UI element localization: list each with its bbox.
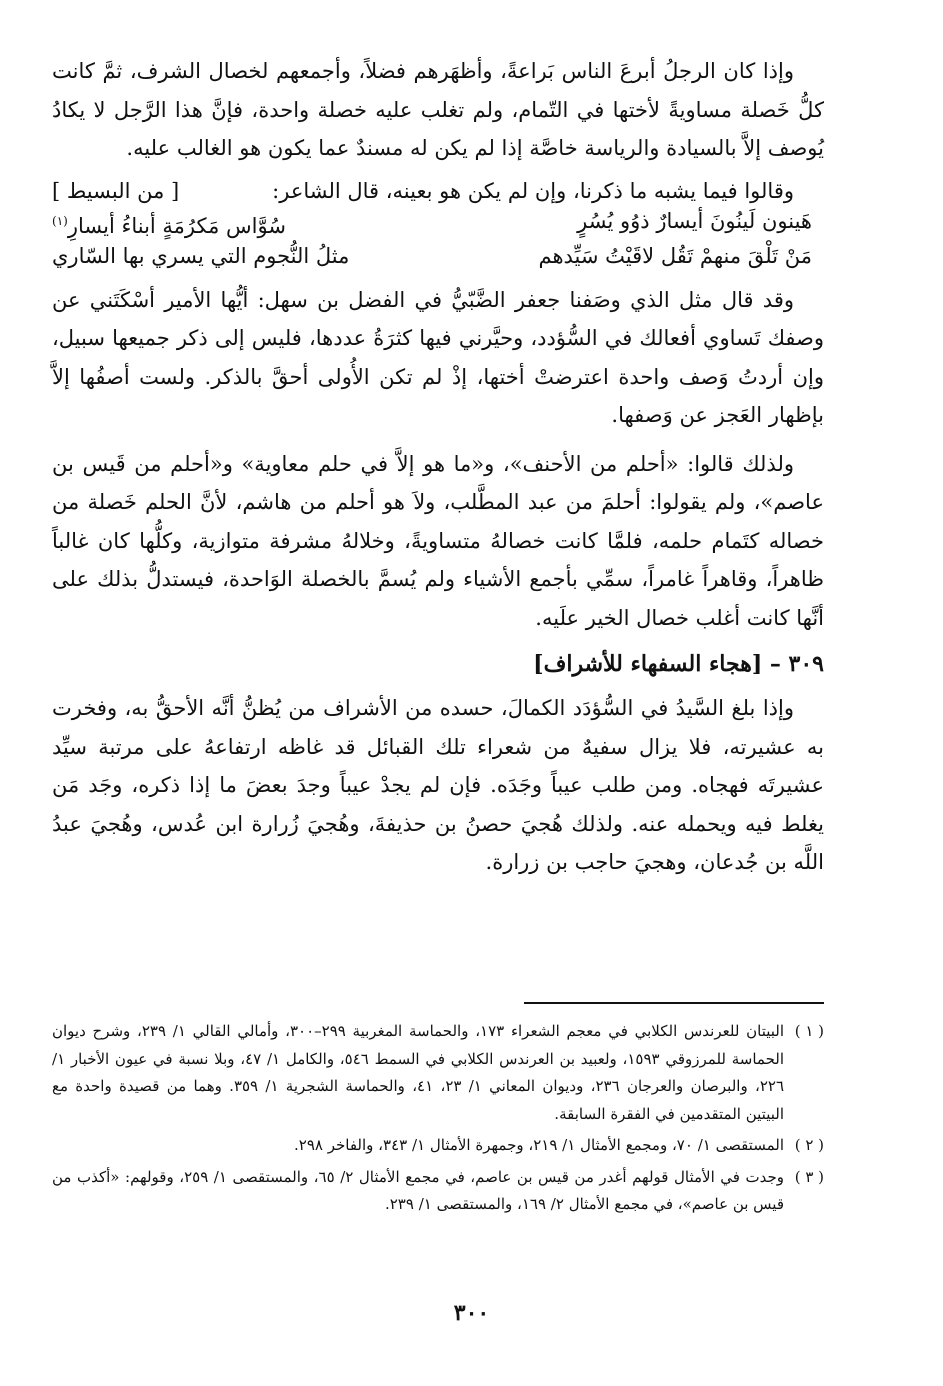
verse-1-hemistich-b xyxy=(52,206,286,241)
verse-1-hemistich-b-text: سُوَّاس مَكرُمَةٍ أبناءُ أيسارِ xyxy=(67,213,286,238)
paragraph-3: وقد قال مثل الذي وصَفنا جعفر الضَّبّيُّ في الفضل بن سهل: أيُّها الأمير أسْكَتَني عن وصفك تَساوي أفعالك في السُّؤدد، وحيَّرني فيها كثرَةُ عددها، فليس إلى ذكر جميعها سبيل، وإن أردتُ وَصف واحدة اعترضتْ أختها، إذْ لم تكن الأُولى أحقَّ بالذكر. ولست أصفُها إلاَّ بإظهار العَجز عن وَصفها. xyxy=(52,287,824,427)
footnote-2-text: المستقصى ١/ ٧٠، ومجمع الأمثال ١/ ٢١٩، وجمهرة الأمثال ١/ ٣٤٣، والفاخر ٢٩٨. xyxy=(293,1136,784,1154)
page-number: ٣٠٠ xyxy=(453,1300,490,1326)
footnote-2 xyxy=(52,1132,824,1160)
footnote-1-text: البيتان للعرندس الكلابي في معجم الشعراء ١٧٣، والحماسة المغربية ٢٩٩–٣٠٠، وأمالي القالي ١/ ٢٣٩، وشرح ديوان الحماسة للمرزوقي ١٥٩٣، ولعبيد بن العرندس الكلابي في السمط ٥٤٦، والكامل ١/ ٤٧، وبلا نسبة في عيون الأخبار ١/ ٢٢٦، والبرصان والعرجان ٢٣٦، وديوان المعاني ١/ ٢٣، ٤١، والحماسة الشجرية ١/ ٣٥٩. وهما من قصيدة واحدة مع البيتين المتقدمين في الفقرة السابقة. xyxy=(52,1022,785,1123)
paragraph-1: وإذا كان الرجلُ أبرعَ الناس بَراعةً، وأظهَرهم فضلاً، وأجمعهم لخصال الشرف، ثمَّ كانت كلُّ خَصلة مساويةً لأختها في التّمام، ولم تغلب عليه خصلة واحدة، فإنَّ هذا الرَّجل لا يكادُ يُوصف إلاَّ بالسيادة والرياسة خاصَّة إذا لم يكن له مسندٌ عما يكون هو الغالب عليه. xyxy=(52,59,824,160)
paragraph-4: ولذلك قالوا: «أحلم من الأحنف»، و«ما هو إلاَّ في حلم معاوية» و«أحلم من قَيس بن عاصم»، ولم يقولوا: أحلمَ من عبد المطَّلب، ولاَ هو أحلم من هاشم، لأنَّ الحلم خَصلة من خصاله كتَمام حلمه، فلمَّا كانت خصالهُ متساويةً، وخلالهُ مشرفة متوازية، وكلُّها كان غالباً ظاهراً، وقاهراً غامراً، سمِّي بأجمع الأشياء ولم يُسمَّ بالخصلة الوَاحدة، فيستدلُّ بذلك على أنَّها كانت أغلب خصال الخير علَيه. xyxy=(52,451,824,630)
footnote-1-number: ( ١ ) xyxy=(794,1022,824,1040)
footnote-1 xyxy=(52,1018,824,1128)
main-text xyxy=(52,52,824,882)
poem-intro xyxy=(52,176,824,206)
footnote-3-number: ( ٣ ) xyxy=(794,1167,824,1186)
poem-meter: [ من البسيط ] xyxy=(52,178,180,203)
footnote-3-text: وجدت في الأمثال قولهم أغدر من قيس بن عاصم، في مجمع الأمثال ٢/ ٦٥، والمستقصى ١/ ٢٥٩، وقولهم: «أكذب من قيس بن عاصم»، في مجمع الأمثال ٢/ ١٦٩، والمستقصى ١/ ٢٣٩. xyxy=(52,1167,785,1213)
footnote-ref-1[interactable]: (١) xyxy=(52,213,68,228)
verse-line-2 xyxy=(52,241,824,271)
verse-1-hemistich-a: هَينون لَينُونَ أيسارٌ ذوُو يُسُرٍ xyxy=(577,208,812,233)
verse-2-hemistich-a: مَنْ تَلْقَ منهمْ تَقُل لاقَيْتُ سَيِّدهم xyxy=(538,243,812,268)
poem-block xyxy=(52,176,824,271)
poem-intro-text: وقالوا فيما يشبه ما ذكرنا، وإن لم يكن هو بعينه، قال الشاعر: xyxy=(272,178,794,203)
paragraph-5: وإذا بلغ السَّيدُ في السُّؤدَد الكمالَ، حسده من الأشراف من يُظنُّ أنَّه الأحقُّ به، وفخرت به عشيرته، فلا يزال سفيهٌ من شعراء تلك القبائل قد غاظه ارتفاعهُ على مرتبة سيِّد عشيرتَه فهجاه. ومن طلب عيباً وجَدَه. فإن لم يجدْ عيباً وجدَ بعضَ ما إذا ذكره، وجَد مَن يغلط فيه ويحمله عنه. ولذلك هُجيَ حصنُ بن حذيفةَ، وهُجيَ زُرارة ابن عُدس، وهُجيَ عبدُ اللَّه بن جُدعان، وهجيَ حاجب بن زرارة. xyxy=(52,696,824,874)
section-heading: ٣٠٩ – [هجاء السفهاء للأشراف] xyxy=(533,651,824,677)
footnote-3 xyxy=(52,1164,824,1219)
footnote-divider xyxy=(524,1002,824,1004)
verse-line-1 xyxy=(52,206,824,241)
footnote-2-number: ( ٢ ) xyxy=(794,1136,824,1154)
verse-2-hemistich-b: مثلُ النُّجوم التي يسري بها السّاري xyxy=(52,243,350,268)
footnotes xyxy=(52,1018,824,1223)
